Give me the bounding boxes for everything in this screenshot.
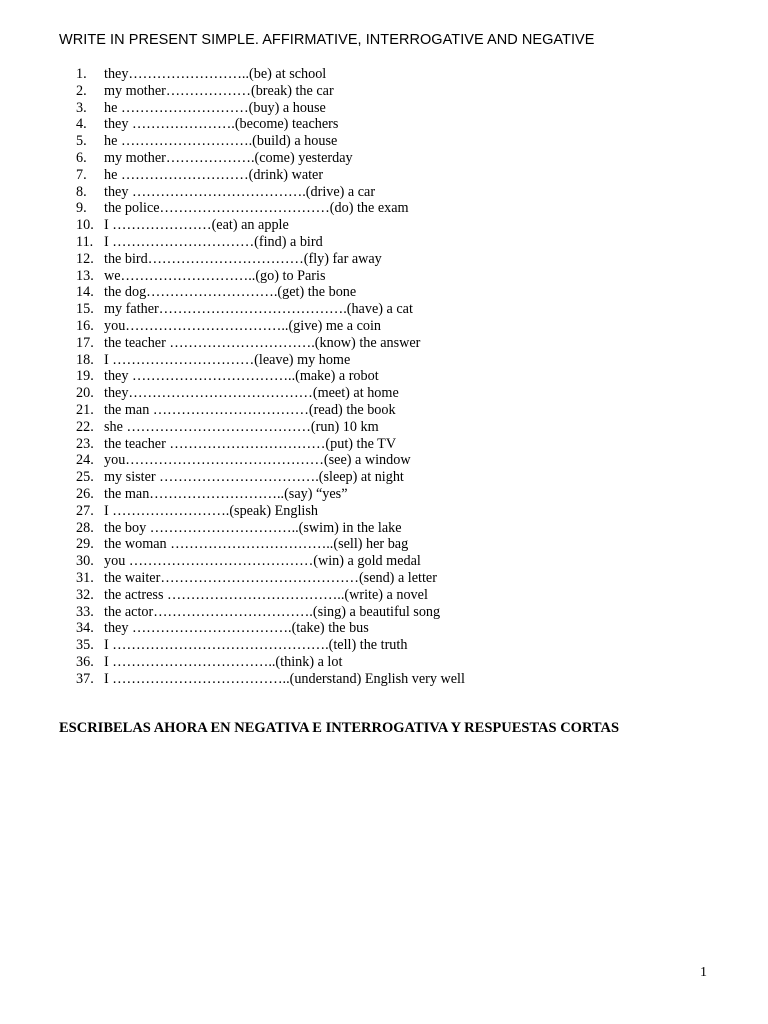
- exercise-number: 23.: [76, 435, 94, 452]
- exercise-text: the man………………………..(say) “yes”: [104, 485, 348, 502]
- section-heading: ESCRIBELAS AHORA EN NEGATIVA E INTERROGATIVA Y RESPUESTAS CORTAS: [59, 720, 620, 736]
- exercise-number: 28.: [76, 519, 94, 536]
- exercise-text: we………………………..(go) to Paris: [104, 267, 326, 284]
- exercise-number: 21.: [76, 401, 94, 418]
- exercise-item: [76, 301, 465, 318]
- exercise-text: I ……………………………………….(tell) the truth: [104, 637, 408, 654]
- exercise-item: [76, 486, 465, 503]
- exercise-text: you …………………………………(win) a gold medal: [104, 553, 421, 570]
- exercise-item: [76, 234, 465, 251]
- exercise-item: [76, 419, 465, 436]
- exercise-item: [76, 536, 465, 553]
- exercise-text: my father………………………………….(have) a cat: [104, 301, 413, 318]
- exercise-item: [76, 503, 465, 520]
- exercise-text: they……………………..(be) at school: [104, 66, 327, 82]
- exercise-item: [76, 167, 465, 184]
- exercise-item: [76, 520, 465, 537]
- exercise-number: 24.: [76, 452, 94, 469]
- exercise-text: the woman ……………………………..(sell) her bag: [104, 536, 409, 553]
- exercise-number: 12.: [76, 250, 94, 267]
- exercise-number: 10.: [76, 217, 94, 234]
- exercise-item: [76, 604, 465, 621]
- exercise-text: the bird……………………………(fly) far away: [104, 250, 382, 267]
- exercise-item: [76, 637, 465, 654]
- exercise-text: he ……………………….(build) a house: [104, 133, 338, 150]
- exercise-text: you……………………………………(see) a window: [104, 452, 411, 469]
- exercise-text: the boy …………………………..(swim) in the lake: [104, 519, 402, 536]
- exercise-text: the actress ………………………………..(write) a novel: [104, 586, 428, 603]
- exercise-list: [76, 66, 465, 687]
- exercise-item: [76, 83, 465, 100]
- exercise-number: 37.: [76, 670, 94, 687]
- exercise-item: [76, 620, 465, 637]
- exercise-item: [76, 284, 465, 301]
- exercise-item: [76, 570, 465, 587]
- exercise-item: [76, 100, 465, 117]
- exercise-text: the teacher ………………………….(know) the answer: [104, 334, 421, 351]
- exercise-number: 33.: [76, 603, 94, 620]
- exercise-item: [76, 587, 465, 604]
- page-number: 1: [700, 965, 707, 980]
- exercise-text: I ……………………………..(think) a lot: [104, 653, 343, 670]
- exercise-number: 9.: [76, 200, 87, 217]
- exercise-number: 16.: [76, 317, 94, 334]
- exercise-number: 34.: [76, 620, 94, 637]
- exercise-text: my sister …………………………….(sleep) at night: [104, 469, 404, 486]
- exercise-item: [76, 184, 465, 201]
- exercise-item: [76, 116, 465, 133]
- exercise-number: 25.: [76, 469, 94, 486]
- exercise-text: the actor…………………………….(sing) a beautiful song: [104, 603, 441, 620]
- exercise-item: [76, 335, 465, 352]
- exercise-item: [76, 200, 465, 217]
- exercise-item: [76, 318, 465, 335]
- exercise-number: 22.: [76, 418, 94, 435]
- exercise-number: 27.: [76, 502, 94, 519]
- exercise-text: I …………………………(leave) my home: [104, 351, 351, 368]
- exercise-text: they…………………………………(meet) at home: [104, 385, 399, 402]
- exercise-text: he ………………………(drink) water: [104, 166, 324, 183]
- exercise-text: the dog……………………….(get) the bone: [104, 284, 357, 301]
- exercise-number: 13.: [76, 267, 94, 284]
- exercise-text: he ………………………(buy) a house: [104, 99, 326, 116]
- exercise-number: 4.: [76, 116, 87, 133]
- exercise-item: [76, 436, 465, 453]
- exercise-number: 31.: [76, 569, 94, 586]
- exercise-item: [76, 553, 465, 570]
- exercise-number: 8.: [76, 183, 87, 200]
- exercise-text: they …………………………….(take) the bus: [104, 620, 369, 637]
- exercise-text: you……………………………..(give) me a coin: [104, 317, 382, 334]
- exercise-number: 3.: [76, 99, 87, 116]
- exercise-item: [76, 469, 465, 486]
- exercise-text: I …………………(eat) an apple: [104, 217, 289, 234]
- exercise-number: 2.: [76, 82, 87, 99]
- exercise-item: [76, 268, 465, 285]
- exercise-number: 35.: [76, 637, 94, 654]
- exercise-number: 7.: [76, 166, 87, 183]
- exercise-number: 26.: [76, 485, 94, 502]
- exercise-item: [76, 402, 465, 419]
- page-title: WRITE IN PRESENT SIMPLE. AFFIRMATIVE, INTERROGATIVE AND NEGATIVE: [59, 32, 595, 48]
- exercise-number: 5.: [76, 133, 87, 150]
- exercise-item: [76, 66, 465, 83]
- exercise-item: [76, 251, 465, 268]
- exercise-text: I ………………………………..(understand) English very well: [104, 670, 465, 687]
- exercise-number: 1.: [76, 66, 87, 82]
- exercise-item: [76, 150, 465, 167]
- exercise-item: [76, 654, 465, 671]
- exercise-text: the man ……………………………(read) the book: [104, 401, 396, 418]
- exercise-text: my mother……………….(come) yesterday: [104, 149, 353, 166]
- exercise-text: the teacher ……………………………(put) the TV: [104, 435, 397, 452]
- exercise-item: [76, 368, 465, 385]
- exercise-text: they ……………………………….(drive) a car: [104, 183, 376, 200]
- exercise-item: [76, 671, 465, 688]
- exercise-number: 11.: [76, 233, 94, 250]
- exercise-item: [76, 352, 465, 369]
- exercise-number: 29.: [76, 536, 94, 553]
- exercise-number: 19.: [76, 368, 94, 385]
- exercise-text: I …………………….(speak) English: [104, 502, 318, 519]
- exercise-number: 18.: [76, 351, 94, 368]
- exercise-text: the police………………………………(do) the exam: [104, 200, 409, 217]
- exercise-number: 20.: [76, 385, 94, 402]
- exercise-item: [76, 452, 465, 469]
- exercise-text: they ………………….(become) teachers: [104, 116, 339, 133]
- exercise-text: she …………………………………(run) 10 km: [104, 418, 379, 435]
- exercise-text: the waiter……………………………………(send) a letter: [104, 569, 437, 586]
- exercise-item: [76, 217, 465, 234]
- exercise-number: 30.: [76, 553, 94, 570]
- exercise-text: they ……………………………..(make) a robot: [104, 368, 379, 385]
- exercise-number: 6.: [76, 149, 87, 166]
- exercise-text: my mother………………(break) the car: [104, 82, 334, 99]
- exercise-number: 32.: [76, 586, 94, 603]
- exercise-number: 17.: [76, 334, 94, 351]
- exercise-item: [76, 133, 465, 150]
- exercise-item: [76, 385, 465, 402]
- exercise-number: 15.: [76, 301, 94, 318]
- exercise-number: 36.: [76, 653, 94, 670]
- exercise-text: I …………………………(find) a bird: [104, 233, 323, 250]
- exercise-number: 14.: [76, 284, 94, 301]
